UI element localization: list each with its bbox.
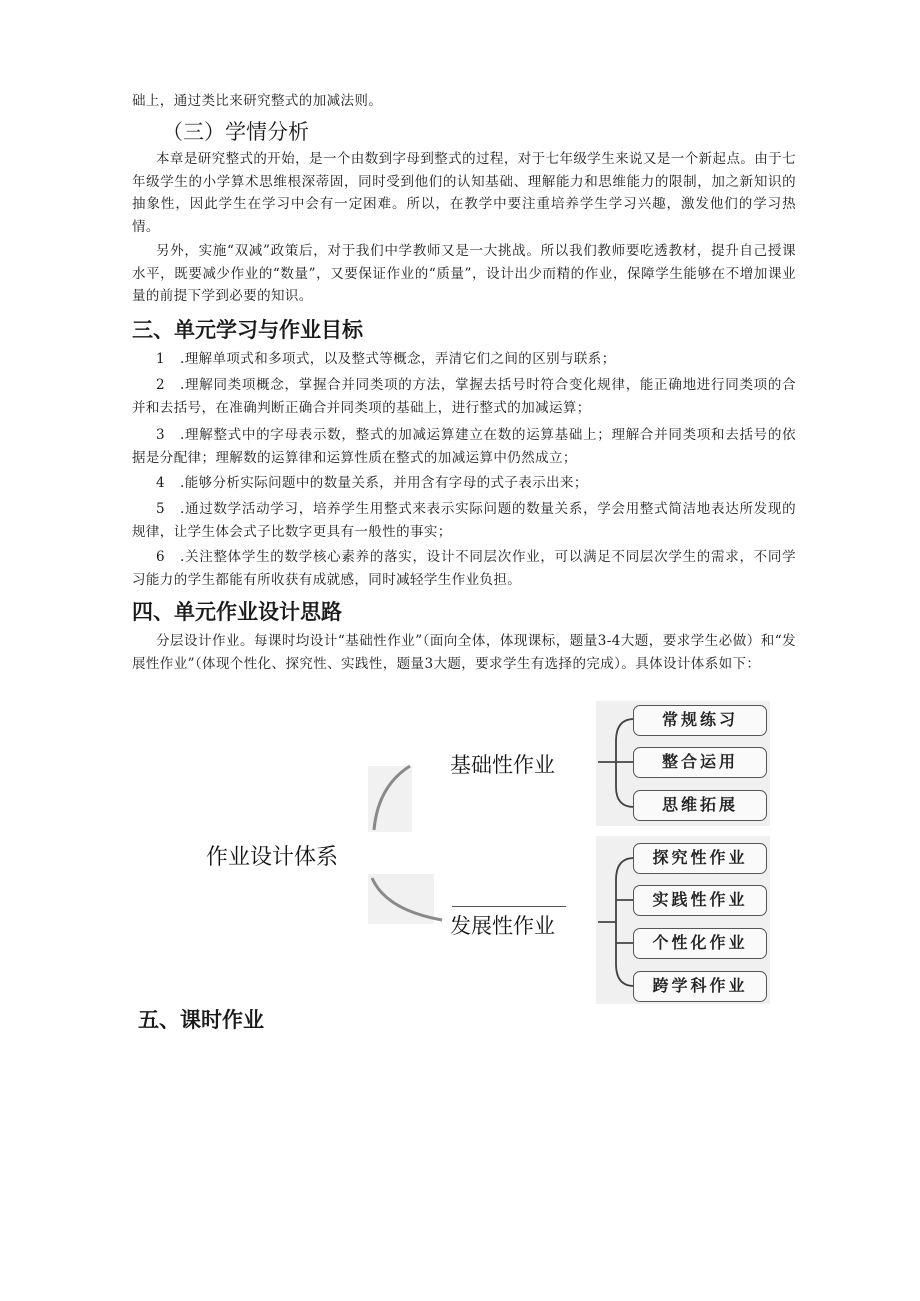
- goal-text: .理解整式中的字母表示数，整式的加减运算建立在数的运算基础上；理解合并同类项和去括号的依据是分配律；理解数的运算律和运算性质在整式的加减运算中仍然成立；: [132, 427, 796, 466]
- brace-background-bottom: [368, 874, 434, 924]
- basic-homework-label: 基础性作业: [450, 753, 555, 777]
- develop-item-box: 探究性作业: [633, 843, 767, 874]
- basic-items-panel: [596, 701, 770, 826]
- develop-item-box: 个性化作业: [633, 928, 767, 959]
- basic-branch-lines: [596, 701, 636, 826]
- goal-item: [132, 348, 796, 371]
- goal-text: .理解单项式和多项式，以及整式等概念，弄清它们之间的区别与联系；: [180, 351, 616, 367]
- goal-text: .关注整体学生的数学核心素养的落实，设计不同层次作业，可以满足不同层次学生的需求，不同学习能力的学生都能有所收获有成就感，同时减轻学生作业负担。: [132, 549, 796, 588]
- goal-number: 4: [156, 475, 165, 491]
- root-brace-lines: [360, 760, 450, 930]
- subsection-heading-learning-analysis: （三）学情分析: [162, 120, 309, 144]
- goal-text: .理解同类项概念，掌握合并同类项的方法，掌握去括号时符合变化规律，能正确地进行同类项的合并和去括号，在准确判断正确合并同类项的基础上，进行整式的加减运算；: [132, 377, 796, 416]
- goal-text: .能够分析实际问题中的数量关系，并用含有字母的式子表示出来；: [180, 475, 588, 491]
- develop-homework-label: 发展性作业: [450, 914, 555, 938]
- develop-item-box: 跨学科作业: [633, 971, 767, 1002]
- basic-item-box: 整合运用: [633, 747, 767, 778]
- goal-item: [132, 374, 796, 419]
- goal-number: 2: [156, 377, 165, 393]
- basic-item-box: 思维拓展: [633, 790, 767, 821]
- goal-number: 6: [156, 549, 165, 565]
- brace-background-top: [368, 766, 412, 832]
- section-heading-lesson-homework: 五、课时作业: [138, 1008, 264, 1032]
- learning-analysis-paragraph-2: 另外，实施“双减”政策后，对于我们中学教师又是一大挑战。所以我们教师要吃透教材，提升自己授课水平，既要减少作业的“数量”，又要保证作业的“质量”，设计出少而精的作业，保障学生能够在不增加课业量的前提下学到必要的知识。: [132, 243, 796, 304]
- learning-analysis-paragraph-1: 本章是研究整式的开始，是一个由数到字母到整式的过程，对于七年级学生来说又是一个新起点。由于七年级学生的小学算术思维根深蒂固，同时受到他们的认知基础、理解能力和思维能力的限制，加之新知识的抽象性，因此学生在学习中会有一定困难。所以，在教学中要注重培养学生学习兴趣，激发他们的学习热情。: [132, 151, 796, 235]
- goal-item: [132, 472, 796, 495]
- develop-label-rule: [452, 906, 566, 907]
- develop-branch-lines: [596, 836, 636, 1004]
- goal-number: 5: [156, 501, 165, 517]
- basic-item-box: 常规练习: [633, 705, 767, 736]
- design-approach-paragraph: 分层设计作业。每课时均设计“基础性作业”（面向全体，体现课标，题量3-4大题，要求学生必做）和“发展性作业”（体现个性化、探究性、实践性，题量3大题，要求学生有选择的完成）。具体设计体系如下：: [132, 633, 796, 672]
- section-heading-goals: 三、单元学习与作业目标: [132, 318, 363, 342]
- goal-number: 1: [156, 351, 165, 367]
- goal-item: [132, 498, 796, 543]
- goal-number: 3: [156, 427, 165, 443]
- goal-item: [132, 546, 796, 591]
- diagram-root-label: 作业设计体系: [206, 845, 339, 870]
- goal-item: [132, 424, 796, 469]
- continuation-line: 础上，通过类比来研究整式的加减法则。: [132, 93, 383, 109]
- develop-items-panel: [596, 836, 770, 1004]
- section-heading-design-approach: 四、单元作业设计思路: [132, 600, 342, 624]
- goal-text: .通过数学活动学习，培养学生用整式来表示实际问题的数量关系，学会用整式简洁地表达所发现的规律，让学生体会式子比数字更具有一般性的事实；: [132, 501, 796, 540]
- develop-item-box: 实践性作业: [633, 885, 767, 916]
